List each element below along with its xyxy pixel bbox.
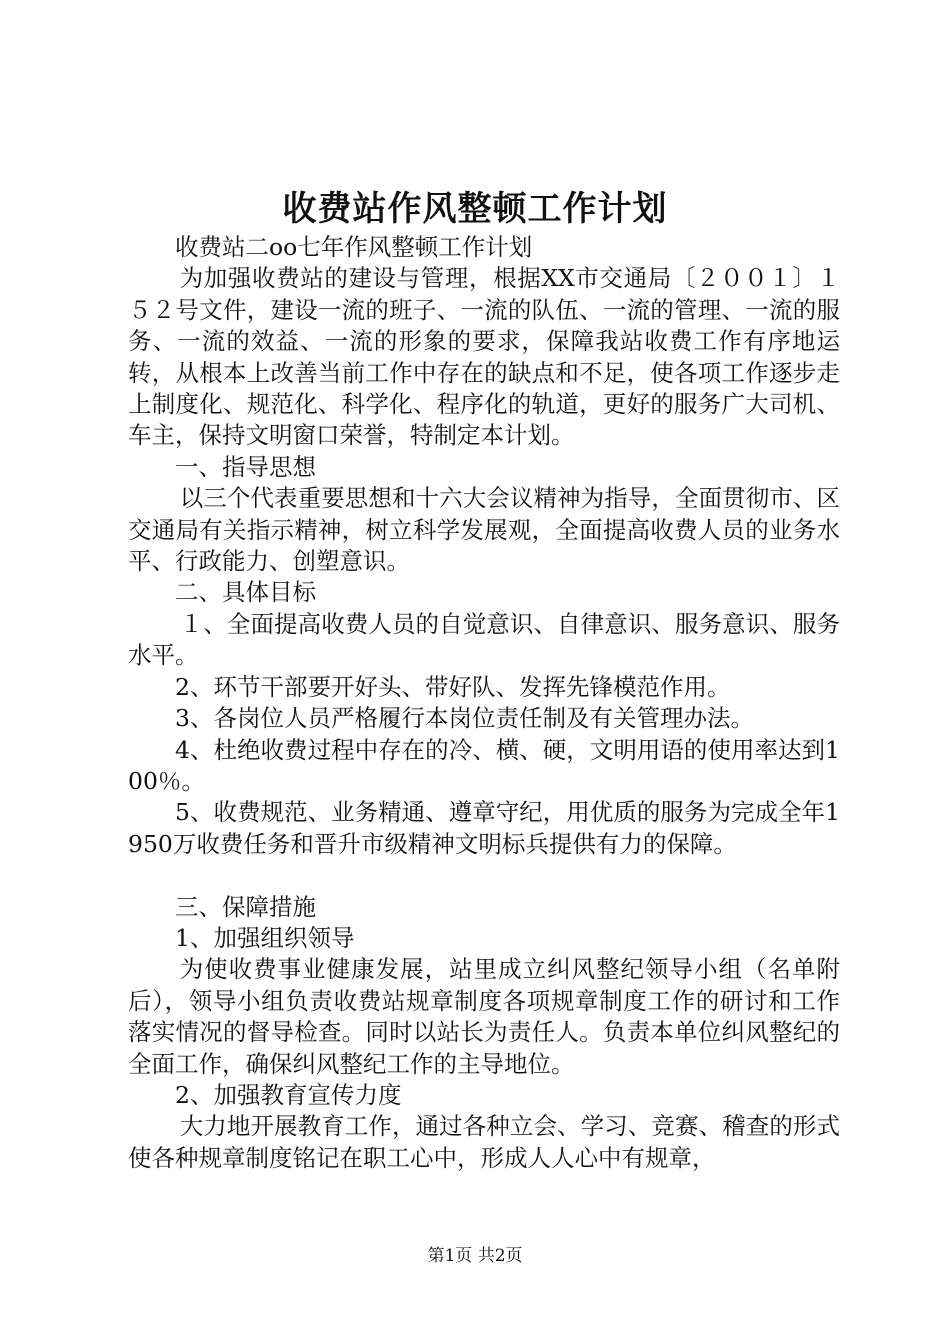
guiding-ideology-paragraph: 以三个代表重要思想和十六大会议精神为指导，全面贯彻市、区交通局有关指示精神，树立科学发展观，全面提高收费人员的业务水平、行政能力、创塑意识。 bbox=[128, 484, 840, 576]
intro-paragraph: 为加强收费站的建设与管理，根据XX市交通局〔２００１〕１５２号文件，建设一流的班子、一流的队伍、一流的管理、一流的服务、一流的效益、一流的形象的要求，保障我站收费工作有序地运转，从根本上改善当前工作中存在的缺点和不足，使各项工作逐步走上制度化、规范化、科学化、程序化的轨道，更好的服务广大司机、车主，保持文明窗口荣誉，特制定本计划。 bbox=[128, 264, 840, 450]
section-heading-specific-goals: 二、具体目标 bbox=[175, 578, 316, 607]
goal-item-4: 4、杜绝收费过程中存在的冷、横、硬，文明用语的使用率达到100％。 bbox=[128, 735, 840, 795]
blank-line bbox=[128, 860, 840, 891]
measure-paragraph-2: 大力地开展教育工作，通过各种立会、学习、竞赛、稽查的形式使各种规章制度铭记在职工心中，形成人人心中有规章， bbox=[128, 1112, 840, 1172]
subtitle-paragraph: 收费站二oo七年作风整顿工作计划 bbox=[175, 233, 533, 261]
section-heading-guiding-ideology: 一、指导思想 bbox=[175, 452, 316, 481]
page-footer: 第1页 共2页 bbox=[427, 1246, 523, 1266]
goal-item-5: 5、收费规范、业务精通、遵章守纪，用优质的服务为完成全年1950万收费任务和晋升市级精神文明标兵提供有力的保障。 bbox=[128, 798, 840, 858]
goal-item-2: 2、环节干部要开好头、带好队、发挥先锋模范作用。 bbox=[175, 672, 731, 701]
measure-heading-1: 1、加强组织领导 bbox=[175, 923, 355, 952]
measure-paragraph-1: 为使收费事业健康发展，站里成立纠风整纪领导小组（名单附后），领导小组负责收费站规章制度各项规章制度工作的研讨和工作落实情况的督导检查。同时以站长为责任人。负责本单位纠风整纪的全面工作，确保纠风整纪工作的主导地位。 bbox=[128, 955, 840, 1078]
goal-item-1: １、全面提高收费人员的自觉意识、自律意识、服务意识、服务水平。 bbox=[128, 609, 840, 670]
section-heading-safeguard-measures: 三、保障措施 bbox=[175, 892, 316, 921]
goal-item-3: 3、各岗位人员严格履行本岗位责任制及有关管理办法。 bbox=[175, 704, 754, 733]
measure-heading-2: 2、加强教育宣传力度 bbox=[175, 1080, 402, 1109]
document-title: 收费站作风整顿工作计划 bbox=[282, 189, 668, 229]
document-body bbox=[128, 232, 840, 1174]
